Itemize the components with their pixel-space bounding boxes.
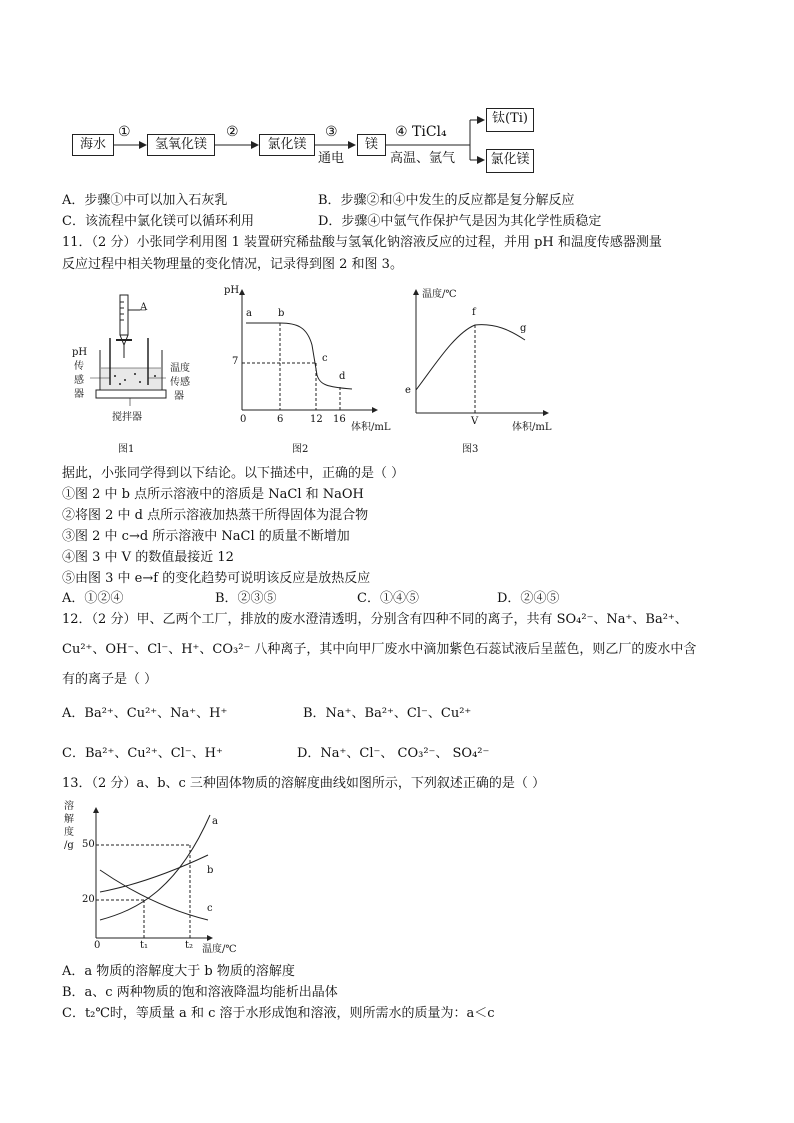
q13-curve-label-b: b bbox=[207, 865, 214, 876]
q13-curve-label-a: a bbox=[212, 816, 218, 827]
q12-option-d: D．Na⁺、Cl⁻、 CO₃²⁻、 SO₄²⁻ bbox=[297, 746, 490, 761]
flow-box-seawater: 海水 bbox=[72, 134, 114, 156]
q11-option-b: B．②③⑤ bbox=[215, 591, 277, 606]
fig2-ylabel: pH bbox=[224, 285, 240, 296]
q13-stem: 13．（2 分）a、b、c 三种固体物质的溶解度曲线如图所示，下列叙述正确的是（ ） bbox=[62, 776, 546, 791]
fig1-label-a: A bbox=[140, 302, 148, 313]
fig2-xtick-6: 6 bbox=[277, 414, 284, 425]
fig1-ph-sensor-2: 传 bbox=[74, 361, 84, 372]
fig3-point-f: f bbox=[472, 307, 476, 318]
q10-option-c: C．该流程中氯化镁可以循环利用 bbox=[62, 214, 254, 229]
curve-a bbox=[100, 815, 210, 920]
fig1-ph-sensor-4: 器 bbox=[74, 389, 84, 400]
q13-option-c: C．t₂℃时，等质量 a 和 c 溶于水形成饱和溶液，则所需水的质量为：a＜c bbox=[62, 1006, 495, 1021]
q12-option-b: B．Na⁺、Ba²⁺、Cl⁻、Cu²⁺ bbox=[303, 706, 472, 721]
q13-ytick-20: 20 bbox=[82, 894, 95, 905]
q13-solubility-chart bbox=[62, 800, 252, 960]
q13-ylabel-2: 解 bbox=[64, 814, 74, 825]
flow-step-2: ② bbox=[226, 124, 239, 140]
flow-step-3-condition: 通电 bbox=[318, 151, 345, 166]
q11-option-d: D．②④⑤ bbox=[497, 591, 560, 606]
fig1-temp-sensor-1: 温度 bbox=[170, 363, 190, 374]
fig2-point-a: a bbox=[246, 308, 252, 319]
q11-statement-4: ④图 3 中 V 的数值最接近 12 bbox=[62, 550, 234, 565]
q13-option-a: A．a 物质的溶解度大于 b 物质的溶解度 bbox=[62, 964, 295, 979]
flow-step-4-condition: 高温、氩气 bbox=[390, 151, 456, 166]
q11-stem-line1: 11．（2 分）小张同学利用图 1 装置研究稀盐酸与氢氧化钠溶液反应的过程，并用 pH 和温度传感器测量 bbox=[62, 235, 662, 250]
q10-option-b: B．步骤②和④中发生的反应都是复分解反应 bbox=[318, 193, 575, 208]
fig3-ylabel: 温度/℃ bbox=[422, 289, 457, 300]
q12-option-a: A．Ba²⁺、Cu²⁺、Na⁺、H⁺ bbox=[62, 706, 228, 721]
temp-chart bbox=[400, 285, 560, 460]
q13-xtick-t1: t₁ bbox=[140, 940, 149, 951]
fig2-ytick-7: 7 bbox=[232, 356, 239, 367]
q11-statement-1: ①图 2 中 b 点所示溶液中的溶质是 NaCl 和 NaOH bbox=[62, 487, 364, 502]
q12-stem-line3: 有的离子是（ ） bbox=[62, 672, 158, 687]
q13-ylabel-4: /g bbox=[64, 840, 74, 851]
q11-lead: 据此，小张同学得到以下结论。以下描述中，正确的是（ ） bbox=[62, 466, 405, 481]
fig2-point-b: b bbox=[278, 308, 285, 319]
q11-option-c: C．①④⑤ bbox=[357, 591, 419, 606]
q12-stem-line2: Cu²⁺、OH⁻、Cl⁻、H⁺、CO₃²⁻ 八种离子，其中向甲厂废水中滴加紫色石蕊试液后呈蓝色，则乙厂的废水中含 bbox=[62, 642, 697, 657]
fig3-xtick-v: V bbox=[471, 416, 479, 427]
fig3-xlabel: 体积/mL bbox=[512, 422, 552, 433]
fig2-xlabel: 体积/mL bbox=[351, 422, 391, 433]
fig2-xtick-12: 12 bbox=[310, 414, 323, 425]
q13-curve-label-c: c bbox=[207, 903, 213, 914]
flow-box-mg-hydroxide: 氢氧化镁 bbox=[147, 134, 215, 156]
fig3-point-g: g bbox=[520, 323, 527, 334]
q11-statement-5: ⑤由图 3 中 e→f 的变化趋势可说明该反应是放热反应 bbox=[62, 571, 371, 586]
flow-box-mg-chloride-2: 氯化镁 bbox=[486, 149, 534, 173]
q13-xtick-0: 0 bbox=[94, 940, 101, 951]
curve-b bbox=[100, 855, 208, 892]
q13-option-b: B．a、c 两种物质的饱和溶液降温均能析出晶体 bbox=[62, 985, 338, 1000]
fig2-xtick-16: 16 bbox=[333, 414, 346, 425]
flow-step-1: ① bbox=[118, 124, 131, 140]
fig1-temp-sensor-3: 器 bbox=[174, 391, 184, 402]
fig3-point-e: e bbox=[405, 385, 411, 396]
fig2-caption: 图2 bbox=[292, 444, 309, 455]
fig1-temp-sensor-2: 传感 bbox=[170, 377, 190, 388]
flow-step-4: ④ TiCl₄ bbox=[395, 124, 447, 140]
fig2-point-d: d bbox=[339, 371, 346, 382]
q10-option-d: D．步骤④中氩气作保护气是因为其化学性质稳定 bbox=[318, 214, 602, 229]
q12-option-c: C．Ba²⁺、Cu²⁺、Cl⁻、H⁺ bbox=[62, 746, 223, 761]
fig2-point-c: c bbox=[322, 353, 328, 364]
q13-ylabel-1: 溶 bbox=[64, 801, 74, 812]
q13-ytick-50: 50 bbox=[82, 839, 95, 850]
q13-xlabel: 温度/℃ bbox=[202, 944, 237, 955]
q11-figure-2 bbox=[222, 285, 391, 460]
q11-statement-3: ③图 2 中 c→d 所示溶液中 NaCl 的质量不断增加 bbox=[62, 529, 350, 544]
q13-xtick-t2: t₂ bbox=[185, 940, 194, 951]
fig1-stirrer: 搅拌器 bbox=[112, 412, 142, 423]
q11-figure-3 bbox=[400, 285, 560, 460]
flow-box-mg-chloride: 氯化镁 bbox=[259, 134, 315, 156]
flow-chart bbox=[0, 0, 794, 190]
q13-ylabel-3: 度 bbox=[64, 827, 74, 838]
q12-stem-line1: 12．（2 分）甲、乙两个工厂，排放的废水澄清透明，分别含有四种不同的离子，共有 SO₄²⁻、Na⁺、Ba²⁺、 bbox=[62, 612, 688, 627]
flow-box-magnesium: 镁 bbox=[357, 134, 386, 156]
q10-option-a: A．步骤①中可以加入石灰乳 bbox=[62, 193, 228, 208]
q11-option-a: A．①②④ bbox=[62, 591, 124, 606]
q11-stem-line2: 反应过程中相关物理量的变化情况，记录得到图 2 和图 3。 bbox=[62, 257, 403, 272]
solubility-curves bbox=[62, 800, 252, 960]
flow-box-titanium: 钛(Ti) bbox=[486, 108, 534, 132]
fig1-ph-sensor-1: pH bbox=[72, 347, 88, 358]
fig3-caption: 图3 bbox=[462, 444, 479, 455]
fig1-caption: 图1 bbox=[118, 444, 135, 455]
q11-figure-1 bbox=[70, 290, 200, 460]
fig1-ph-sensor-3: 感 bbox=[74, 375, 84, 386]
fig2-xtick-0: 0 bbox=[240, 414, 247, 425]
flow-step-3: ③ bbox=[325, 124, 338, 140]
q11-statement-2: ②将图 2 中 d 点所示溶液加热蒸干所得固体为混合物 bbox=[62, 508, 369, 523]
